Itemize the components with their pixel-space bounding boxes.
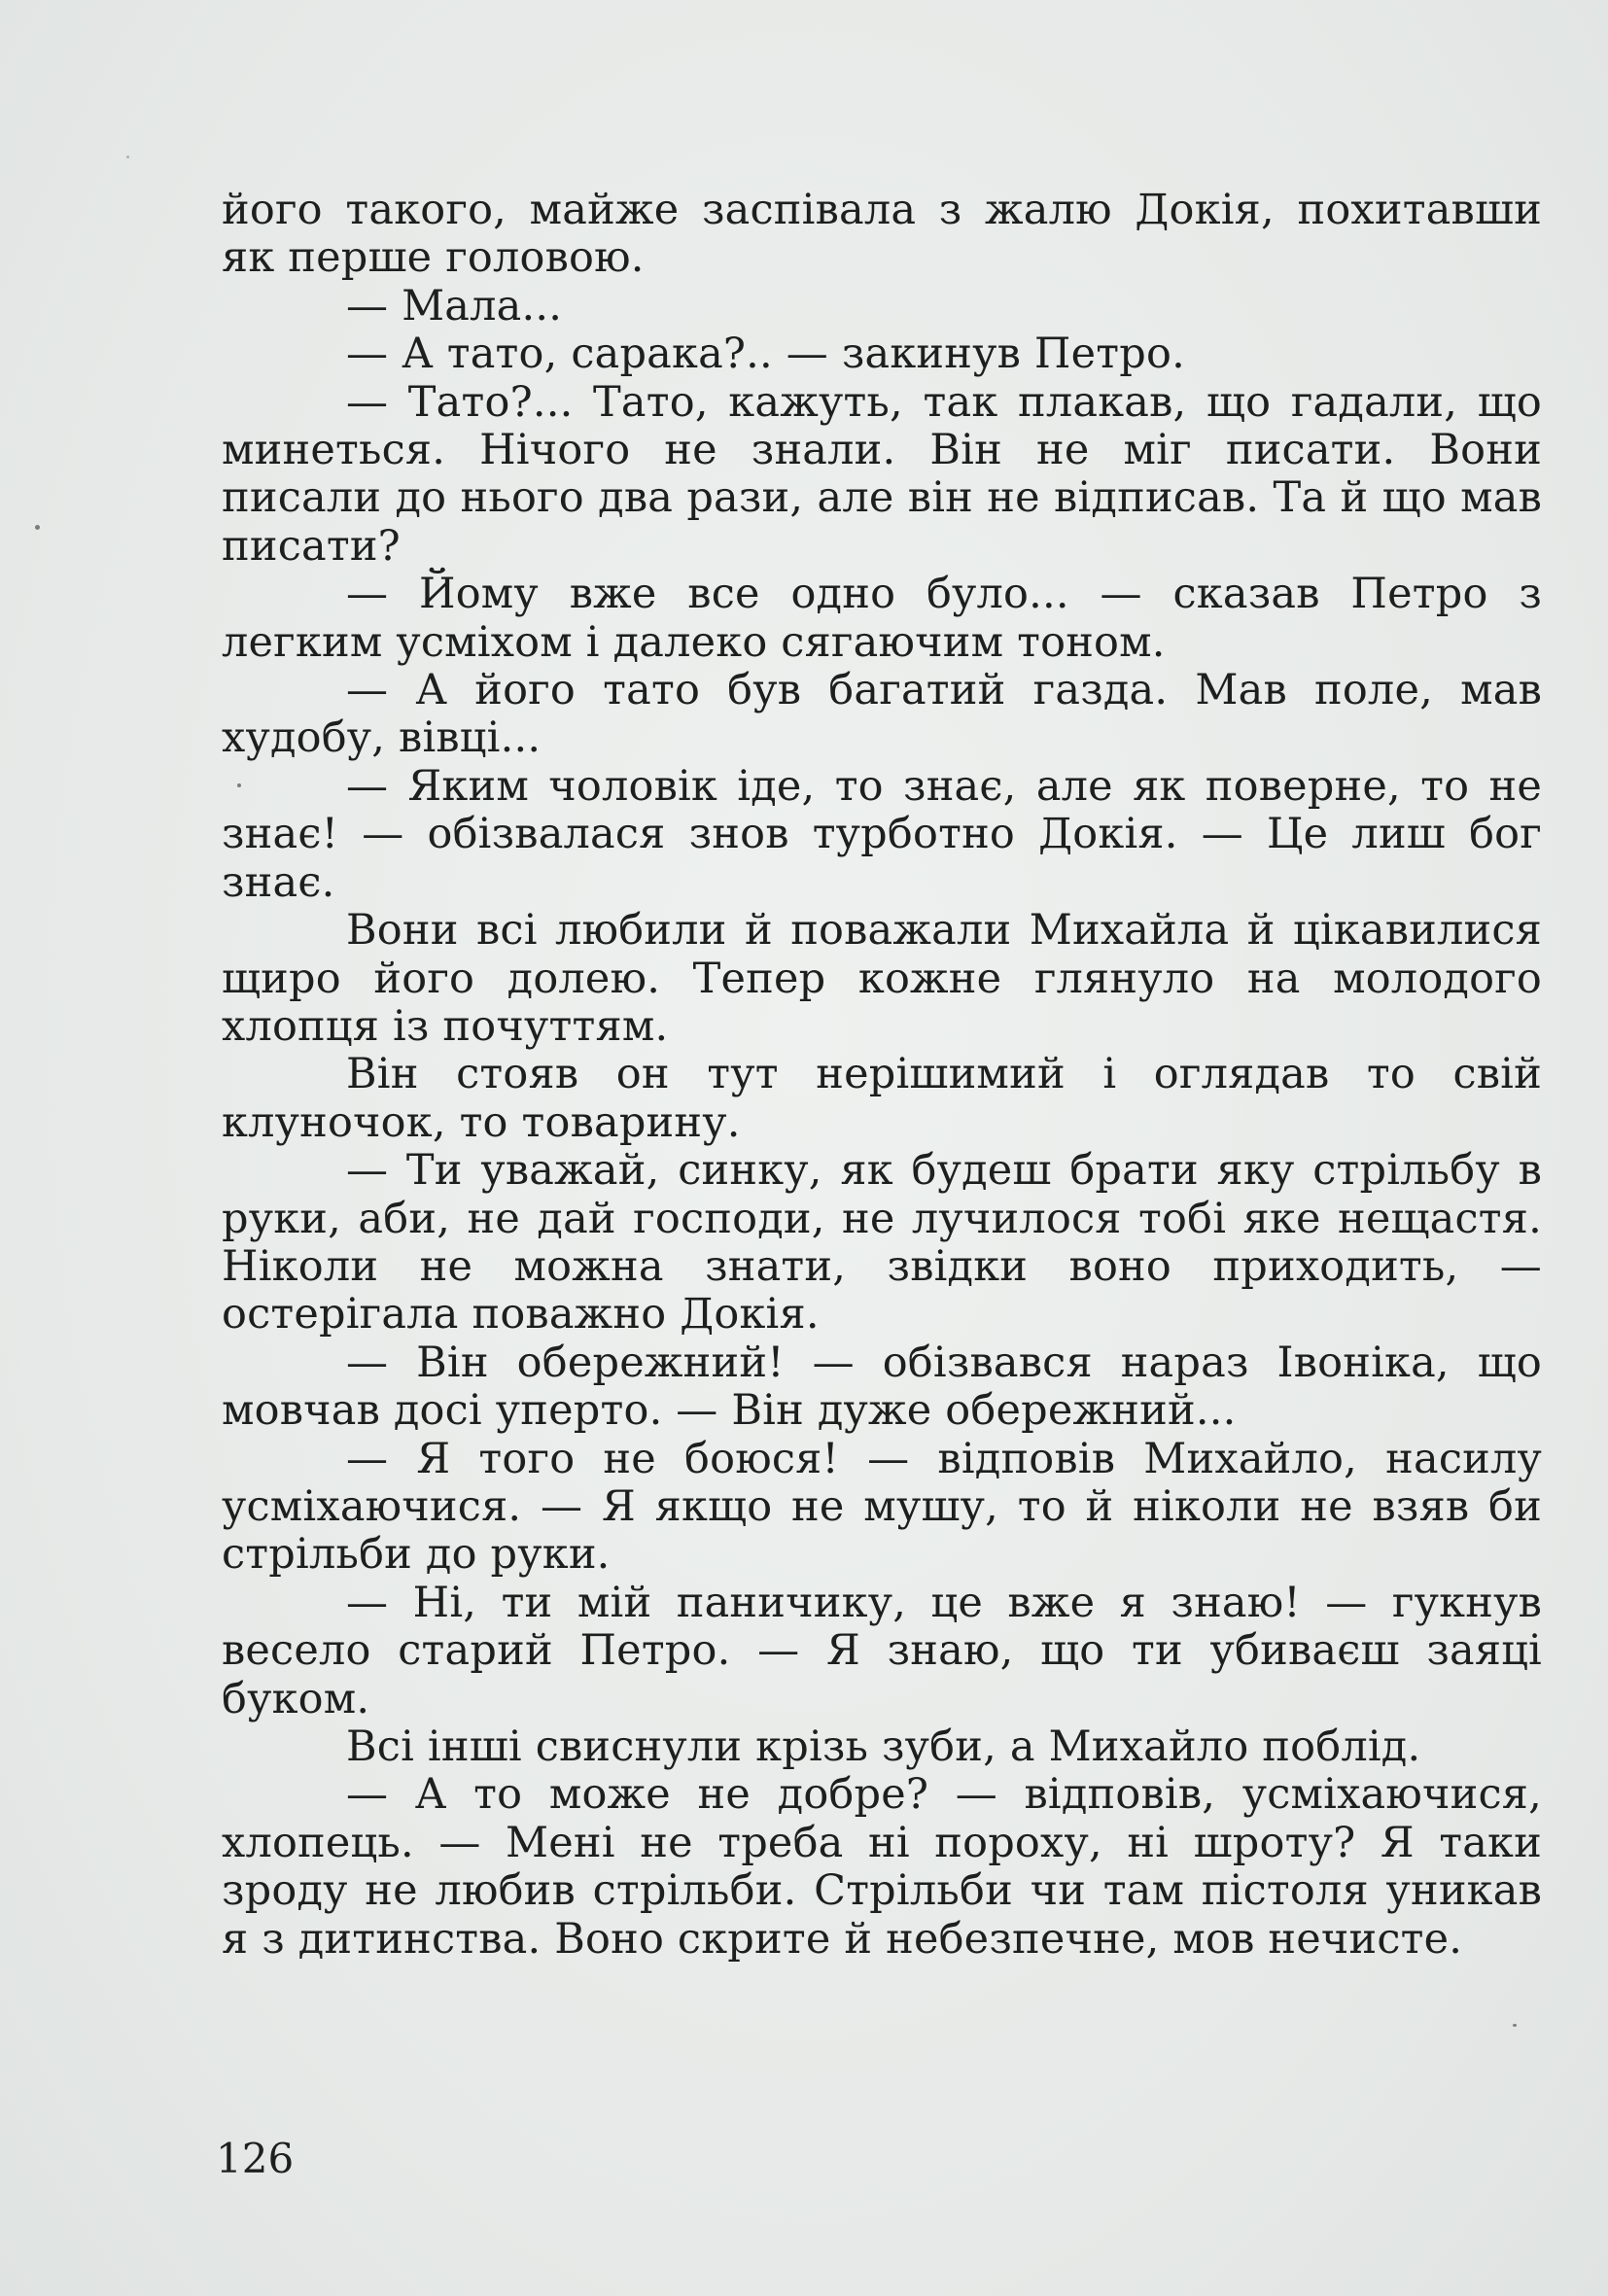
- paragraph-7: — Яким чоловік іде, то знає, але як поверне, то не знає! — обізвалася знов турботно Докія. — Це лиш бог знає.: [222, 761, 1542, 907]
- paper-speck: [35, 525, 40, 530]
- page-number: 126: [216, 2135, 295, 2182]
- paragraph-8: Вони всі любили й поважали Михайла й цікавилися щиро його долею. Тепер кожне глянуло на молодого хлопця із почуттям.: [222, 906, 1542, 1051]
- paragraph-1: його такого, майже заспівала з жалю Докія, похитавши як перше головою.: [222, 186, 1542, 283]
- paragraph-14: Всі інші свиснули крізь зуби, а Михайло поблід.: [346, 1722, 1421, 1771]
- paragraph-4: — Тато?... Тато, кажуть, так плакав, що гадали, що минеться. Нічого не знали. Він не міг писати. Вони писали до нього два рази, але він не відписав. Та й що мав писати?: [222, 377, 1542, 571]
- paragraph-13: — Ні, ти мій паничику, це вже я знаю! — гукнув весело старий Петро. — Я знаю, що ти убиваєш заяці буком.: [222, 1578, 1542, 1723]
- paragraph-11: — Він обережний! — обізвався нараз Івоніка, що мовчав досі уперто. — Він дуже обережний...: [222, 1338, 1542, 1436]
- paragraph-15: — А то може не добре? — відповів, усміхаючися, хлопець. — Мені не треба ні пороху, ні шроту? Я таки зроду не любив стрільби. Стрільби чи там пістоля уникав я з дитинства. Воно скрите й небезпечне, мов нечисте.: [222, 1770, 1542, 1964]
- paper-speck: [126, 156, 129, 158]
- paragraph-6: — А його тато був багатий газда. Мав поле, мав худобу, вівці...: [222, 666, 1542, 763]
- paragraph-12: — Я того не боюся! — відповів Михайло, насилу усміхаючися. — Я якщо не мушу, то й ніколи не взяв би стрільби до руки.: [222, 1434, 1542, 1580]
- paper-speck: [1513, 2024, 1517, 2027]
- paragraph-5: — Йому вже все одно було... — сказав Петро з легким усміхом і далеко сягаючим тоном.: [222, 570, 1542, 667]
- page-body-text: [222, 187, 1542, 1964]
- paragraph-10: — Ти уважай, синку, як будеш брати яку стрільбу в руки, аби, не дай господи, не лучилося тобі яке нещастя. Ніколи не можна знати, звідки воно приходить, — остерігала поважно Докія.: [222, 1146, 1542, 1339]
- paper-speck: [237, 783, 241, 787]
- paragraph-9: Він стояв он тут нерішимий і оглядав то свій клуночок, то товарину.: [222, 1050, 1542, 1147]
- paragraph-2: — Мала...: [346, 281, 563, 330]
- paragraph-3: — А тато, сарака?.. — закинув Петро.: [346, 330, 1185, 379]
